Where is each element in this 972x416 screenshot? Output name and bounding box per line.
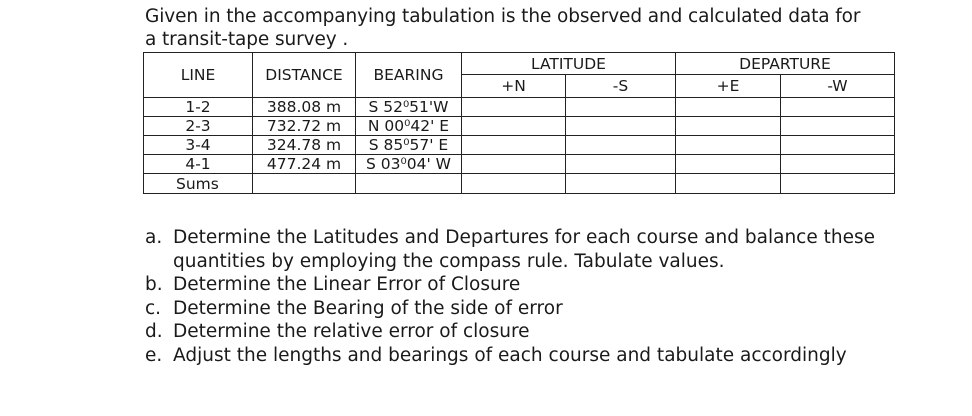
- task-text: Determine the Linear Error of Closure: [173, 274, 521, 295]
- intro-line-1: Given in the accompanying tabulation is the observed and calculated data for: [145, 6, 861, 27]
- cell-bearing: S 85⁰57' E: [356, 136, 462, 155]
- sum-east: [676, 174, 781, 194]
- header-distance: DISTANCE: [253, 53, 356, 98]
- table-row: [144, 98, 895, 117]
- sum-north: [462, 174, 566, 194]
- task-text: Determine the relative error of closure: [173, 321, 530, 342]
- task-text: Adjust the lengths and bearings of each course and tabulate accordingly: [173, 344, 847, 366]
- task-letter: e.: [145, 344, 163, 366]
- table-row: [144, 136, 895, 155]
- task-text: Determine the Latitudes and Departures for each course and balance these quantities by employing the compass rule. Tabulate values.: [173, 227, 875, 272]
- header-north: +N: [462, 75, 566, 98]
- cell-bearing: S 03⁰04' W: [356, 155, 462, 174]
- sum-south: [566, 174, 676, 194]
- header-latitude: LATITUDE: [462, 53, 676, 75]
- cell-south: [566, 155, 676, 174]
- table-sums-row: [144, 174, 895, 194]
- task-text: Determine the Bearing of the side of error: [173, 297, 563, 319]
- table-row: [144, 117, 895, 136]
- cell-line: 2-3: [144, 117, 253, 136]
- header-departure: DEPARTURE: [676, 53, 895, 75]
- cell-bearing: S 52⁰51'W: [356, 98, 462, 117]
- cell-east: [676, 136, 781, 155]
- header-south: -S: [566, 75, 676, 98]
- task-letter: c.: [145, 297, 162, 319]
- cell-bearing: N 00⁰42' E: [356, 117, 462, 136]
- sum-bearing: [356, 174, 462, 194]
- header-west: -W: [781, 75, 895, 98]
- survey-table: [143, 52, 895, 194]
- task-list: [143, 226, 933, 367]
- cell-north: [462, 155, 566, 174]
- cell-south: [566, 117, 676, 136]
- cell-west: [781, 117, 895, 136]
- task-letter: d.: [145, 321, 163, 342]
- cell-west: [781, 98, 895, 117]
- header-bearing: BEARING: [356, 53, 462, 98]
- cell-line: 4-1: [144, 155, 253, 174]
- problem-intro: [145, 5, 860, 51]
- cell-west: [781, 155, 895, 174]
- cell-north: [462, 117, 566, 136]
- cell-east: [676, 98, 781, 117]
- list-item: [143, 273, 933, 297]
- cell-line: 1-2: [144, 98, 253, 117]
- table-header-row: [144, 53, 895, 75]
- list-item: [143, 226, 933, 273]
- cell-north: [462, 98, 566, 117]
- cell-west: [781, 136, 895, 155]
- list-item: [143, 320, 933, 344]
- header-east: +E: [676, 75, 781, 98]
- cell-east: [676, 155, 781, 174]
- task-letter: b.: [145, 274, 163, 295]
- sum-distance: [253, 174, 356, 194]
- intro-line-2: a transit-tape survey .: [145, 29, 349, 50]
- cell-distance: 477.24 m: [253, 155, 356, 174]
- list-item: [143, 344, 933, 368]
- cell-distance: 732.72 m: [253, 117, 356, 136]
- list-item: [143, 297, 933, 321]
- task-letter: a.: [145, 227, 163, 248]
- cell-south: [566, 136, 676, 155]
- sums-label: Sums: [144, 174, 253, 194]
- header-line: LINE: [144, 53, 253, 98]
- cell-distance: 388.08 m: [253, 98, 356, 117]
- cell-north: [462, 136, 566, 155]
- cell-east: [676, 117, 781, 136]
- sum-west: [781, 174, 895, 194]
- cell-distance: 324.78 m: [253, 136, 356, 155]
- cell-south: [566, 98, 676, 117]
- table-row: [144, 155, 895, 174]
- cell-line: 3-4: [144, 136, 253, 155]
